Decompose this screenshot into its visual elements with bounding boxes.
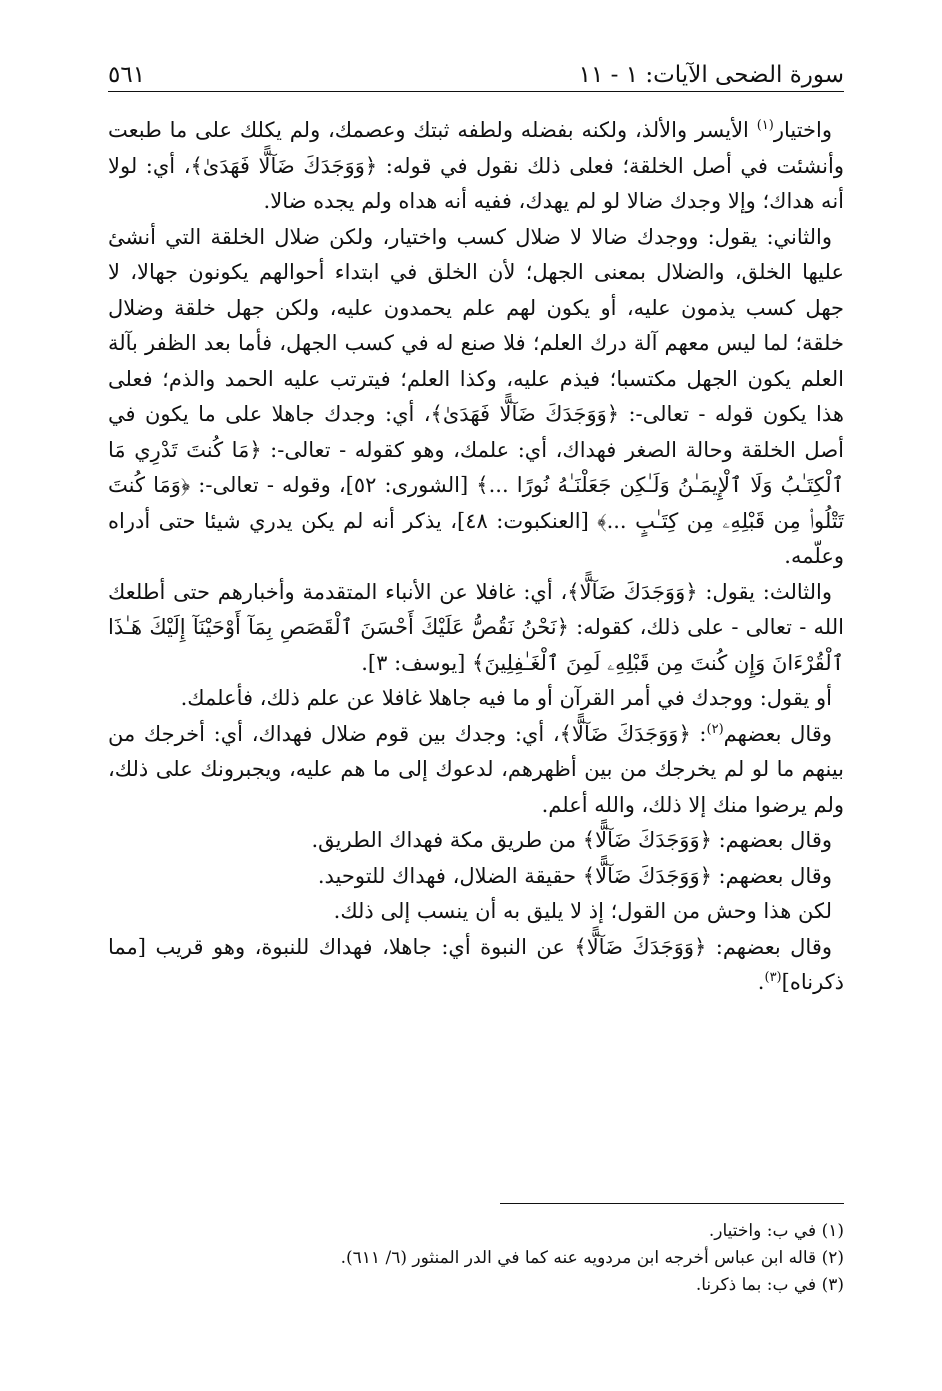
- footnotes: [108, 1218, 844, 1299]
- paragraph-5-rest: : ﴿وَوَجَدَكَ ضَآلًّا﴾، أي: وجدك بين قوم ضلال فهداك، أي: أخرجك من بينهم ما لو لم يخرجك من بين أظهرهم، لدعوك إلى ما هم عليه، ويجبرونك على ذلك، ولم يرضوا منك إلا ذلك، والله أعلم.: [108, 721, 844, 817]
- paragraph-6: وقال بعضهم: ﴿وَوَجَدَكَ ضَآلًّا﴾ من طريق مكة فهداك الطريق.: [311, 828, 832, 852]
- running-title: سورة الضحى الآيات: ١ - ١١: [578, 62, 844, 88]
- paragraph-1-start: واختيار: [773, 118, 832, 142]
- footnote-ref-1: (١): [756, 118, 774, 133]
- footnote-3: (٣) في ب: بما ذكرنا.: [695, 1275, 844, 1295]
- footnote-rule: [500, 1203, 844, 1204]
- paragraph-1-rest: الأيسر والألذ، ولكنه بفضله ولطفه ثبتك وعصمك، ولم يكلك على ما طبعت وأنشئت في أصل الخلقة؛ فعلى ذلك نقول في قوله: ﴿وَوَجَدَكَ ضَآلًّا فَهَدَىٰ﴾، أي: لولا أنه هداك؛ وإلا وجدك ضالا لو لم يهدك، ففيه أنه هداه ولم يجده ضالا.: [108, 118, 844, 213]
- paragraph-9: [108, 930, 844, 1001]
- header-rule: [108, 91, 844, 92]
- page-header: [108, 52, 844, 92]
- paragraph-1: [108, 113, 844, 220]
- paragraph-5-start: وقال بعضهم: [723, 721, 832, 746]
- paragraph-3: والثالث: يقول: ﴿وَوَجَدَكَ ضَآلًّا﴾، أي: غافلا عن الأنباء المتقدمة وأخبارهم حتى أطلعك الله - تعالى - على ذلك، كقوله: ﴿نَحْنُ نَقُصُّ عَلَيْكَ أَحْسَنَ ٱلْقَصَصِ بِمَآ أَوْحَيْنَآ إِلَيْكَ هَـٰذَا ٱلْقُرْءَانَ وَإِن كُنتَ مِن قَبْلِهِۦ لَمِنَ ٱلْغَـٰفِلِينَ﴾ [يوسف: ٣].: [108, 579, 844, 675]
- footnote-ref-2: (٢): [706, 721, 724, 737]
- paragraph-5: [108, 717, 844, 824]
- footnote-2: (٢) قاله ابن عباس أخرجه ابن مردويه عنه كما في الدر المنثور (٦/ ٦١١).: [340, 1248, 844, 1268]
- footnote-ref-3: (٣): [764, 970, 782, 985]
- footnote-1: (١) في ب: واختيار.: [708, 1221, 844, 1241]
- paragraph-2: والثاني: يقول: ووجدك ضالا لا ضلال كسب واختيار، ولكن ضلال الخلقة التي أنشئ عليها الخلق، والضلال بمعنى الجهل؛ لأن الخلق في ابتداء أحوالهم يكونون جهالا، لا جهل كسب يذمون عليه، أو يكون لهم علم يحمدون عليه، ولكن جهل خلقة وضلال خلقة؛ لما ليس معهم آلة درك العلم؛ فلا صنع له في كسب الجهل، فأما بعد الظفر بآلة العلم يكون الجهل مكتسبا؛ فيذم عليه، وكذا العلم؛ فيترتب عليه الحمد والذم؛ فعلى هذا يكون قوله - تعالى-: ﴿وَوَجَدَكَ ضَآلًّا فَهَدَىٰ﴾، أي: وجدك جاهلا على ما يكون في أصل الخلقة وحالة الصغر فهداك، أي: علمك، وهو كقوله - تعالى-: ﴿مَا كُنتَ تَدْرِي مَا ٱلْكِتَـٰبُ وَلَا ٱلْإِيمَـٰنُ وَلَـٰكِن جَعَلْنَـٰهُ نُورًا ...﴾ [الشورى: ٥٢]، وقوله - تعالى-: ﴿وَمَا كُنتَ تَتْلُوا۟ مِن قَبْلِهِۦ مِن كِتَـٰبٍ ...﴾ [العنكبوت: ٤٨]، يذكر أنه لم يكن يدري شيئا حتى أدراه وعلّمه.: [108, 224, 844, 568]
- page-number: ٥٦١: [108, 62, 146, 88]
- paragraph-7: وقال بعضهم: ﴿وَوَجَدَكَ ضَآلًّا﴾ حقيقة الضلال، فهداك للتوحيد.: [317, 863, 832, 888]
- paragraph-9-end: .: [757, 970, 765, 994]
- paragraph-8: لكن هذا وحش من القول؛ إذ لا يليق به أن ينسب إلى ذلك.: [333, 899, 832, 923]
- main-text: [108, 113, 844, 1001]
- paragraph-4: أو يقول: ووجدك في أمر القرآن أو ما فيه جاهلا غافلا عن علم ذلك، فأعلمك.: [180, 686, 832, 710]
- paragraph-9-start: وقال بعضهم: ﴿وَوَجَدَكَ ضَآلًّا﴾ عن النبوة أي: جاهلا، فهداك للنبوة، وهو قريب [مما ذكرناه]: [108, 934, 844, 994]
